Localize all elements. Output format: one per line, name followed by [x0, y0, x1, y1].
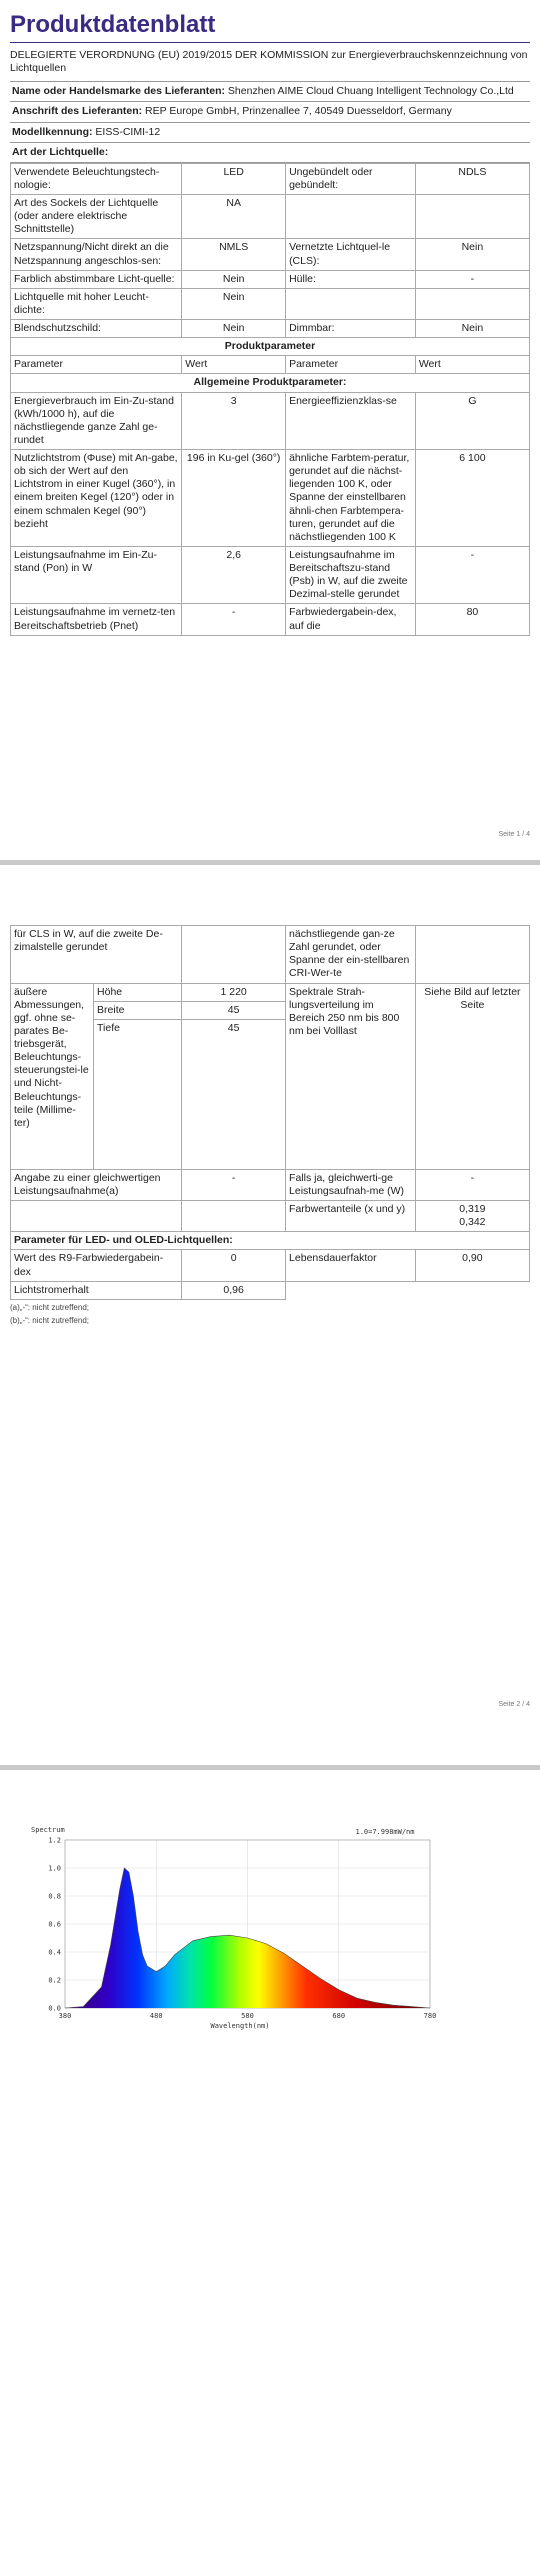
- y-tick-label: 0.6: [48, 1920, 61, 1929]
- param-cell: -: [182, 604, 286, 635]
- spectral-value: Siehe Bild auf letzter Seite: [415, 983, 529, 1169]
- y-tick-label: 1.2: [48, 1836, 61, 1845]
- type-cell: LED: [182, 163, 286, 194]
- dimension-name: Breite: [94, 1001, 182, 1019]
- chromaticity-y: 0,342: [459, 1216, 486, 1229]
- table-row: [11, 1201, 530, 1232]
- column-header: Parameter: [286, 356, 416, 374]
- equivalent-power-value: -: [182, 1169, 286, 1200]
- param-cell: nächstliegende gan-ze Zahl gerundet, oder Spanne der ein-stellbaren CRI-Wer-te: [286, 926, 416, 984]
- type-cell: Verwendete Beleuchtungstech-nologie:: [11, 163, 182, 194]
- param-cell: 80: [415, 604, 529, 635]
- regulation-subtitle: DELEGIERTE VERORDNUNG (EU) 2019/2015 DER KOMMISSION zur Energieverbrauchskennzeichnung von Lichtquellen: [10, 49, 528, 75]
- table-row: [11, 195, 530, 239]
- table-row: [11, 239, 530, 270]
- spectrum-svg: [25, 1820, 445, 2035]
- light-type-table: [10, 163, 530, 636]
- param-cell: 196 in Ku-gel (360°): [182, 450, 286, 547]
- type-cell: Ungebündelt oder gebündelt:: [286, 163, 416, 194]
- type-cell: Nein: [415, 239, 529, 270]
- param-cell: Energieeffizienzklas-se: [286, 392, 416, 450]
- param-cell: 3: [182, 392, 286, 450]
- product-params-header: Produktparameter: [11, 338, 530, 356]
- type-cell: Nein: [182, 270, 286, 288]
- param-cell: Leistungsaufnahme im Bereitschaftszu-stand (Psb) in W, auf die zweite Dezimal-stelle gerundet: [286, 546, 416, 604]
- type-cell: -: [415, 270, 529, 288]
- general-params-header: Allgemeine Produktparameter:: [11, 374, 530, 392]
- type-cell: Farblich abstimmbare Licht-quelle:: [11, 270, 182, 288]
- table-row: [11, 546, 530, 604]
- supplier-name-label: Name oder Handelsmarke des Lieferanten:: [12, 85, 225, 98]
- param-cell: Farbwiedergabein-dex, auf die: [286, 604, 416, 635]
- param-cell: Nutzlichtstrom (Φuse) mit An-gabe, ob sich der Wert auf den Lichtstrom in einer Kugel (360°), in einem breiten Kegel (120°) oder in einem schmalen Kegel (90°) bezieht: [11, 450, 182, 547]
- param-cell: G: [415, 392, 529, 450]
- x-tick-label: 480: [149, 2012, 163, 2020]
- param-cell: Leistungsaufnahme im vernetz-ten Bereitschaftsbetrieb (Pnet): [11, 604, 182, 635]
- chromaticity-x: 0,319: [459, 1203, 486, 1215]
- table-row: [11, 983, 530, 1001]
- page-3: [0, 1770, 540, 2560]
- footnote-a: (a)„-“: nicht zutreffend;: [10, 1302, 89, 1312]
- type-cell: [415, 195, 529, 239]
- x-tick-label: 580: [241, 2012, 254, 2020]
- x-tick-label: 380: [58, 2012, 72, 2020]
- param-cell: Energieverbrauch im Ein-Zu-stand (kWh/1000 h), auf die nächstliegende ganze Zahl ge-rundet: [11, 392, 182, 450]
- footnote-b: (b)„-“: nicht zutreffend;: [10, 1315, 89, 1325]
- equivalent-power-label: Angabe zu einer gleichwertigen Leistungsaufnahme(a): [11, 1169, 182, 1200]
- column-header: Parameter: [11, 356, 182, 374]
- supplier-address-row: [10, 101, 530, 121]
- table-row: [11, 270, 530, 288]
- table-row: [11, 926, 530, 984]
- y-tick-label: 0.4: [48, 1948, 61, 1957]
- y-axis-title: Spectrum: [31, 1826, 65, 1834]
- params-table-continued: [10, 925, 530, 1300]
- param-cell: 2,6: [182, 546, 286, 604]
- table-row: [11, 163, 530, 194]
- column-header: Wert: [182, 356, 286, 374]
- param-cell: -: [415, 546, 529, 604]
- type-cell: Blendschutzschild:: [11, 320, 182, 338]
- type-cell: Nein: [182, 288, 286, 319]
- model-row: [10, 122, 530, 142]
- empty-cell: [11, 1201, 182, 1232]
- r9-value: 0: [182, 1250, 286, 1281]
- supplier-name-row: [10, 81, 530, 101]
- param-cell: ähnliche Farbtem-peratur, gerundet auf die nächst-liegenden 100 K, oder Spanne der einstellbaren ähnli-chen Farbtempera-turen, gerundet auf die nächstliegenden 100 K: [286, 450, 416, 547]
- type-cell: Art des Sockels der Lichtquelle (oder andere elektrische Schnittstelle): [11, 195, 182, 239]
- dimension-value: 1 220: [182, 983, 286, 1001]
- empty-cell: [182, 1201, 286, 1232]
- type-cell: Nein: [415, 320, 529, 338]
- dimension-value: 45: [182, 1019, 286, 1169]
- x-tick-label: 680: [332, 2012, 346, 2020]
- empty-cell: [415, 1281, 529, 1299]
- chart-annotation: 1.0=7.998mW/nm: [355, 1828, 415, 1836]
- type-cell: Nein: [182, 320, 286, 338]
- table-row: [11, 392, 530, 450]
- page-1: [0, 0, 540, 860]
- table-row: [11, 374, 530, 392]
- model-label: Modellkennung:: [12, 125, 93, 138]
- param-cell: [415, 926, 529, 984]
- dimension-name: Höhe: [94, 983, 182, 1001]
- dimensions-label: äußere Abmessungen, ggf. ohne se-parates Be-triebsgerät, Beleuchtungs-steuerungstei-le und Nicht-Beleuchtungs-teile (Millime-ter): [11, 983, 94, 1169]
- table-row: [11, 450, 530, 547]
- param-cell: Leistungsaufnahme im Ein-Zu-stand (Pon) in W: [11, 546, 182, 604]
- type-cell: NDLS: [415, 163, 529, 194]
- type-cell: [286, 288, 416, 319]
- empty-cell: [286, 1281, 416, 1299]
- y-tick-label: 0.8: [48, 1892, 61, 1901]
- spectral-label: Spektrale Strah-lungsverteilung im Bereich 250 nm bis 800 nm bei Volllast: [286, 983, 416, 1169]
- x-tick-label: 780: [423, 2012, 437, 2020]
- model-value: EISS-CIMI-12: [95, 125, 161, 138]
- page-2: [0, 865, 540, 1765]
- table-row: [11, 1281, 530, 1299]
- chromaticity-label: Farbwertanteile (x und y): [286, 1201, 416, 1232]
- table-row: [11, 604, 530, 635]
- lifetime-value: 0,90: [415, 1250, 529, 1281]
- lumen-maintenance-value: 0,96: [182, 1281, 286, 1299]
- led-params-header: Parameter für LED- und OLED-Lichtquellen:: [11, 1232, 530, 1250]
- y-tick-label: 1.0: [48, 1864, 61, 1873]
- r9-label: Wert des R9-Farbwiedergabein-dex: [11, 1250, 182, 1281]
- table-row: [11, 320, 530, 338]
- page-number: Seite 1 / 4: [498, 831, 530, 839]
- type-cell: [286, 195, 416, 239]
- type-cell: Vernetzte Lichtquel-le (CLS):: [286, 239, 416, 270]
- table-row: [11, 1169, 530, 1200]
- table-row: [11, 288, 530, 319]
- type-cell: Dimmbar:: [286, 320, 416, 338]
- type-cell: Lichtquelle mit hoher Leucht-dichte:: [11, 288, 182, 319]
- lifetime-label: Lebensdauerfaktor: [286, 1250, 416, 1281]
- chromaticity-value: [415, 1201, 529, 1232]
- supplier-address-label: Anschrift des Lieferanten:: [12, 105, 143, 118]
- document-title: Produktdatenblatt: [10, 10, 530, 43]
- light-type-header-row: [10, 142, 530, 163]
- param-cell: für CLS in W, auf die zweite De-zimalstelle gerundet: [11, 926, 182, 984]
- x-axis-label: Wavelength(nm): [210, 2022, 270, 2030]
- type-cell: Hülle:: [286, 270, 416, 288]
- table-row: [11, 338, 530, 356]
- type-cell: Netzspannung/Nicht direkt an die Netzspannung angeschlos-sen:: [11, 239, 182, 270]
- supplier-address-value: REP Europe GmbH, Prinzenallee 7, 40549 Duesseldorf, Germany: [145, 105, 452, 118]
- equivalent-yes-value: -: [415, 1169, 529, 1200]
- supplier-name-value: Shenzhen AIME Cloud Chuang Intelligent Technology Co.,Ltd: [227, 85, 514, 98]
- type-cell: [415, 288, 529, 319]
- page-number: Seite 2 / 4: [498, 1701, 530, 1709]
- param-cell: 6 100: [415, 450, 529, 547]
- param-cell: [182, 926, 286, 984]
- table-row: [11, 1232, 530, 1250]
- column-header: Wert: [415, 356, 529, 374]
- dimension-value: 45: [182, 1001, 286, 1019]
- type-cell: NA: [182, 195, 286, 239]
- lumen-maintenance-label: Lichtstromerhalt: [11, 1281, 182, 1299]
- spectrum-chart: [25, 1820, 445, 2035]
- type-cell: NMLS: [182, 239, 286, 270]
- light-type-header: Art der Lichtquelle:: [12, 145, 109, 158]
- table-row: [11, 1250, 530, 1281]
- dimension-name: Tiefe: [94, 1019, 182, 1169]
- equivalent-yes-label: Falls ja, gleichwerti-ge Leistungsaufnah-me (W): [286, 1169, 416, 1200]
- table-row: [11, 356, 530, 374]
- y-tick-label: 0.2: [48, 1976, 61, 1985]
- y-tick-label: 0.0: [48, 2004, 61, 2013]
